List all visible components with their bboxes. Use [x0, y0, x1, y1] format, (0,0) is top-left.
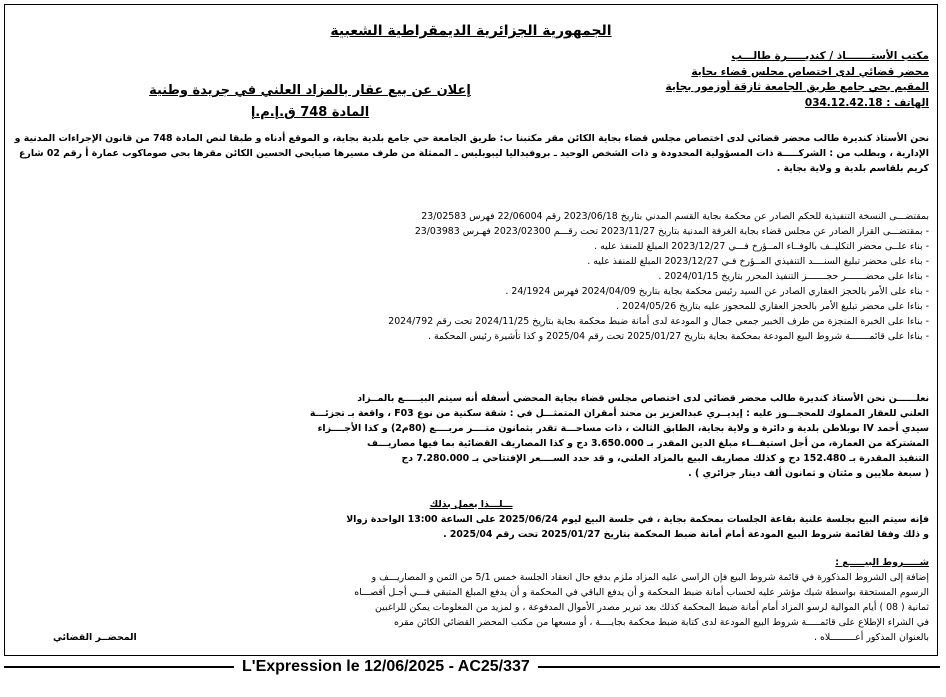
grounds-item: - بناءا على محضـــــــر حجـــــــز التنفيذ المحرر بتاريخ 2024/01/15 .: [658, 271, 929, 282]
republic-banner: الجمهورية الجزائرية الديمقراطية الشعبية: [330, 23, 612, 39]
grounds-item: - بناء على الأمر بالحجز العقاري الصادر عن السيد رئيس محكمة بجاية بتاريخ 2024/04/09 فهرس 24/1924 .: [505, 286, 929, 297]
session-line: فإنه سيتم البيع بجلسة علنية بقاعة الجلسات بمحكمة بجاية ، في جلسة البيع ليوم 2025/06/24 على الساعة 13:00 الواحدة زوالا: [346, 514, 929, 525]
session-heading: ـــلـــذا يعمل بذلك: [429, 499, 513, 510]
announcement-line: التنفيذ المقدرة بـ 152.480 دج و كذلك مصاريف البيع بالمزاد العلني، و قد حدد الســــعر الإفتتاحي بـ 7.280.000 دج: [401, 453, 929, 464]
signature: المحضــر القضائي: [53, 632, 137, 643]
grounds-item: - بمقتضـــى القرار الصادر عن مجلس قضاء بجاية الغرفة المدنية بتاريخ 2023/11/27 تحت رقـــم 2023/02300 فهـرس 23/03983: [414, 226, 929, 237]
notice-title-block: [85, 80, 535, 124]
legal-notice: [4, 4, 938, 656]
notice-article: المادة 748 ق.إ.م.إ: [250, 105, 370, 120]
terms-section: [13, 555, 929, 645]
grounds-item: بمقتضـــى النسخة التنفيذية للحكم الصادر عن محكمة بجاية القسم المدني بتاريخ 2023/06/18 رقم 22/06004 فهرس 23/02583: [421, 211, 929, 222]
grounds-item: - بناء على محضر تبليغ السنــــد التنفيذي المــؤرخ فـي 2023/12/27 المبلغ للمنفذ عليه .: [587, 256, 929, 267]
grounds-item: - بناءا على قائمـــــــة شروط البيع المودعة بمحكمة بجاية بتاريخ 2025/01/27 تحت رقم 2025/04 و كذا تأشيرة رئيس المحكمة .: [428, 331, 929, 342]
footer-rule-right: [538, 666, 940, 668]
terms-line: في الشراء الإطلاع على قائمـــــة شروط البيع المودعة لدى كتابة ضبط محكمة بجايــــة ، أو مسعها من مكتب المحضر القضائي الكائن مقره: [394, 617, 929, 628]
office-line: مكتب الأستـــــــاذ / كنديـــــرة طالـــب: [731, 50, 929, 62]
terms-line: ثمانية ( 08 ) أيام الموالية لرسو المزاد أمام أمانة ضبط المحكمة كذلك بعد تبرير مصدر الأموال المدفوعة ، و لمزيد من المعلومات يمكن للراغبين: [375, 602, 929, 613]
announcement-line: ( سبعة ملايين و مئتان و ثمانون ألف دينار جزائري ) .: [688, 468, 929, 479]
announcement-paragraph: [13, 391, 929, 481]
office-phone: الهاتف : 034.12.42.18: [804, 96, 929, 109]
terms-line: بالعنوان المذكور أعـــــــــلاه .: [814, 632, 929, 643]
office-line: محضر قضائي لدى اختصاص مجلس قضاء بجاية: [691, 65, 929, 78]
announcement-line: سيدي أحمد IV بوبلاطن بلدية و دائرة و ولاية بجاية، الطابق الثالث ، ذات مساحـــة تقدر بثمانون متــــر مربــــع (80م2) و كذا الأجــــزاء: [317, 423, 929, 434]
notice-title: إعلان عن بيع عقار بالمزاد العلني في جريدة وطنية: [149, 83, 471, 98]
intro-paragraph: [13, 131, 929, 176]
bailiff-office-block: [539, 49, 929, 111]
publication-footer: [0, 656, 946, 678]
terms-heading: شـــــروط البيـــــع :: [835, 557, 929, 568]
grounds-item: - بناءا على الخبرة المنجزة من طرف الخبير جمعي جمال و المودعة لدى أمانة ضبط محكمة بجاية بتاريخ 2024/11/25 تحت رقم 2024/792: [388, 316, 929, 327]
terms-line: الرسوم المستحقة بواسطة شيك مؤشر عليه لحساب أمانة ضبط المحكمة و أن يدفع الباقي في المحكمة و أن يدفع المبلغ المتبقي فـــي أجـل أقصـــاه: [354, 587, 929, 598]
publication-caption: L'Expression le 12/06/2025 - AC25/337: [242, 658, 530, 675]
grounds-list: [13, 209, 929, 344]
office-line: المقيم بحي جامع طريق الجامعة ثازقة أوزمور بجاية: [665, 81, 929, 93]
announcement-line: نعلــــــن نحن الأستاذ كنديرة طالب محضر قضائي لدى اختصاص مجلس قضاء بجاية المحضي أسفله أنه سيتم البيـــــع بالمــزاد: [357, 393, 929, 404]
grounds-item: - بناء علــى محضر التكليــف بالوفــاء المــؤرخ فـــي 2023/12/27 المبلغ للمنفذ عليه .: [594, 241, 929, 252]
grounds-item: - بناءا على محضر تبليغ الأمر بالحجز العقاري للمحجوز عليه بتاريخ 2024/05/26 .: [616, 301, 929, 312]
announcement-line: المشتركة من العمارة، من أجل استيفـــاء مبلغ الدين المقدر بـ 3.650.000 دج و كذا المصاريف القضائية بما فيها مصاريـــف: [367, 438, 929, 449]
session-section: [13, 497, 929, 542]
session-line: و ذلك وفقا لقائمة شروط البيع المودعة أمام أمانة ضبط المحكمة بتاريخ 2025/01/27 تحت رقم 2025/04 .: [443, 529, 929, 540]
intro-text: نحن الأستاذ كنديرة طالب محضر قضائي لدى اختصاص مجلس قضاء بجاية الكائن مقر مكتبنا ب: طريق الجامعة حي جامع بلدية بجاية، و الموقع أدناه و طبقا لنص المادة 748 من قانون الإجراءات المدنية و الإدارية ، وبطلب من : الشركـــــة ذات المسؤولية المحدودة و ذات الشخص الوحيد ـ بروفيداليا ليبوبليس ـ الممثلة من طرف مسيرها صيايحي الحسين الكائن مقرها بحي صوماكوب عمارة أ رقم 02 شارع كريم بلقاسم بلدية و ولاية بجاية .: [14, 133, 929, 174]
footer-rule-left: [4, 666, 234, 668]
terms-line: إضافة إلى الشروط المذكورة في قائمة شروط البيع فإن الراسي عليه المزاد ملزم بدفع حال انعقاد الجلسة خمس 5/1 من الثمن و المصاريـــف و: [371, 572, 929, 583]
announcement-line: العلني للعقار المملوك للمحجـــوز عليه : إيديــري عبدالعزيز بن محند أمقران المتمثـــل في : شقة سكنية من نوع F03 ، واقعة بـ تجزئـــة: [309, 408, 929, 419]
